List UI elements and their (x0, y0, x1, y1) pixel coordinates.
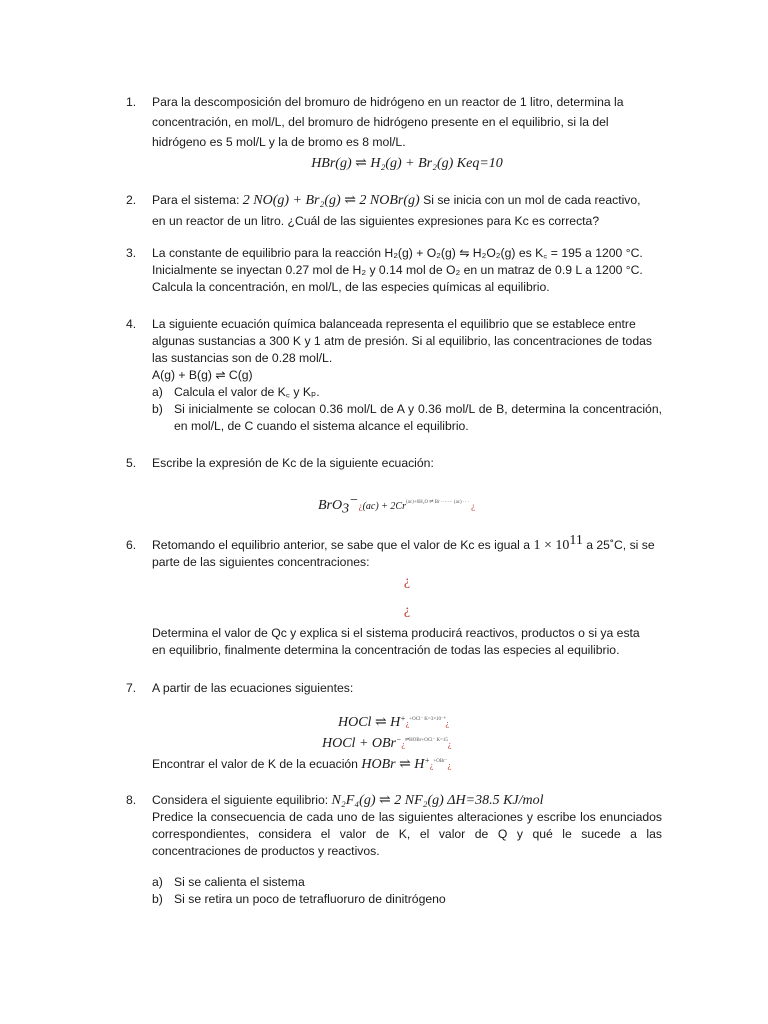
question-text: Para la descomposición del bromuro de hidrógeno en un reactor de 1 litro, determina la (152, 95, 624, 109)
equation: N₂F₄(g) ⇌ 2 NF₂(g) ΔH=38.5 KJ/mol (331, 793, 544, 808)
garbled-mark: ¿ (471, 501, 476, 511)
question-text: concentración, en mol/L, del bromuro de hidrógeno presente en el equilibrio, si la del (152, 115, 609, 129)
question-6 (126, 532, 662, 659)
k-exponent: 11 (569, 532, 583, 548)
question-text: Predice la consecuencia de cada uno de las siguientes alteraciones y escribe los enunciados correspondientes, considera el valor de K, el valor de Q y qué le sucede a las concentraciones de productos y reactivos. (152, 810, 662, 858)
item-text: Si se calienta el sistema (174, 875, 305, 889)
question-number: 8. (126, 793, 137, 807)
equation-2: HOCl + OBr−¿$^{\rightleftharpoons HOBr+OCl^- K=15}$¿ (322, 734, 452, 751)
question-4 (126, 316, 662, 435)
question-text: Determina el valor de Qc y explica si el sistema producirá reactivos, productos o si ya esta (152, 626, 640, 640)
equation-species: (ac) + 2Cr (362, 501, 406, 512)
question-text: Calcula la concentración, en mol/L, de las especies químicas al equilibrio. (152, 280, 550, 294)
equation-superscript: − (349, 492, 359, 508)
question-number: 7. (126, 681, 137, 695)
equation: HOCl + OBr (322, 736, 397, 751)
equation-subscript: 3 (342, 501, 350, 517)
k-value: 1 × 10 (533, 538, 570, 553)
question-3 (126, 245, 662, 296)
sub-item-b (152, 401, 662, 435)
equation: HOCl ⇌ H (338, 715, 401, 730)
question-text: Encontrar el valor de K de la ecuación (152, 757, 358, 771)
garbled-mark: ¿ (358, 501, 363, 511)
question-5 (126, 455, 662, 515)
sub-item-a (152, 874, 662, 891)
garbled-mark: ¿ (403, 574, 411, 589)
question-text: a 25˚C, si se (586, 538, 655, 552)
equation-species: BrO (318, 498, 343, 513)
item-text: Si inicialmente se colocan 0.36 mol/L de A y 0.36 mol/L de B, determina la concentración, en mol/L, de C cuando el sistema alcance el equilibrio. (174, 402, 662, 433)
question-number: 1. (126, 95, 137, 109)
garbled-formula: (ac)+6H₂O ⇌ Br ······· (ac) ·· · (406, 500, 470, 505)
item-text: Si se retira un poco de tetrafluoruro de dinitrógeno (174, 892, 446, 906)
reaction: A(g) + B(g) ⇌ C(g) (152, 368, 253, 382)
question-text: parte de las siguientes concentraciones: (152, 555, 370, 569)
sub-item-b (152, 891, 662, 908)
equation-1: HOCl ⇌ H+¿$^{+OCl^- K=3\times 10^{-8}}$¿ (338, 713, 450, 730)
equation: HBr(g) ⇌ H₂(g) + Br₂(g) Keq=10 (311, 156, 503, 171)
final-line: Encontrar el valor de K de la ecuación HOBr ⇌ H+¿$^{+OBr^-}$¿ (152, 755, 452, 772)
item-label: a) (152, 385, 163, 399)
question-text: La siguiente ecuación química balanceada representa el equilibrio que se establece entre (152, 317, 636, 331)
question-number: 4. (126, 317, 137, 331)
question-text: Para el sistema: (152, 193, 240, 207)
question-1 (126, 92, 662, 174)
question-text: algunas sustancias a 300 K y 1 atm de presión. Si al equilibrio, las concentraciones de todas (152, 334, 652, 348)
equation (318, 494, 662, 515)
question-text: las sustancias son de 0.28 mol/L. (152, 351, 333, 365)
question-7 (126, 680, 662, 774)
garbled-mark: ¿ (403, 603, 411, 618)
equation: HOBr ⇌ H (361, 757, 425, 772)
equation: 2 NO(g) + Br₂(g) ⇌ 2 NOBr(g) (242, 193, 420, 208)
question-text: A partir de las ecuaciones siguientes: (152, 681, 354, 695)
sub-item-a (152, 384, 662, 401)
question-text: Inicialmente se inyectan 0.27 mol de H₂ y 0.14 mol de O₂ en un matraz de 0.9 L a 1200 °C. (152, 263, 643, 277)
question-number: 3. (126, 246, 137, 260)
question-text: La constante de equilibrio para la reacción H₂(g) + O₂(g) ⇋ H₂O₂(g) es K꜀ = 195 a 1200 °C. (152, 246, 643, 260)
item-label: b) (152, 892, 163, 906)
question-text: en un reactor de un litro. ¿Cuál de las siguientes expresiones para Kc es correcta? (152, 214, 600, 228)
question-text: en equilibrio, finalmente determina la concentración de todas las especies al equilibrio. (152, 643, 620, 657)
question-2 (126, 190, 662, 231)
question-text: Retomando el equilibrio anterior, se sabe que el valor de Kc es igual a (152, 538, 531, 552)
question-8 (126, 792, 662, 908)
question-number: 2. (126, 193, 137, 207)
item-label: a) (152, 875, 163, 889)
item-text: Calcula el valor de K꜀ y Kₚ. (174, 385, 320, 399)
question-number: 5. (126, 456, 137, 470)
item-label: b) (152, 402, 163, 416)
question-text: Escribe la expresión de Kc de la siguiente ecuación: (152, 456, 434, 470)
question-text: Considera el siguiente equilibrio: (152, 793, 329, 807)
question-text: hidrógeno es 5 mol/L y la de bromo es 8 mol/L. (152, 135, 406, 149)
question-number: 6. (126, 538, 137, 552)
question-text: Si se inicia con un mol de cada reactivo, (423, 193, 641, 207)
